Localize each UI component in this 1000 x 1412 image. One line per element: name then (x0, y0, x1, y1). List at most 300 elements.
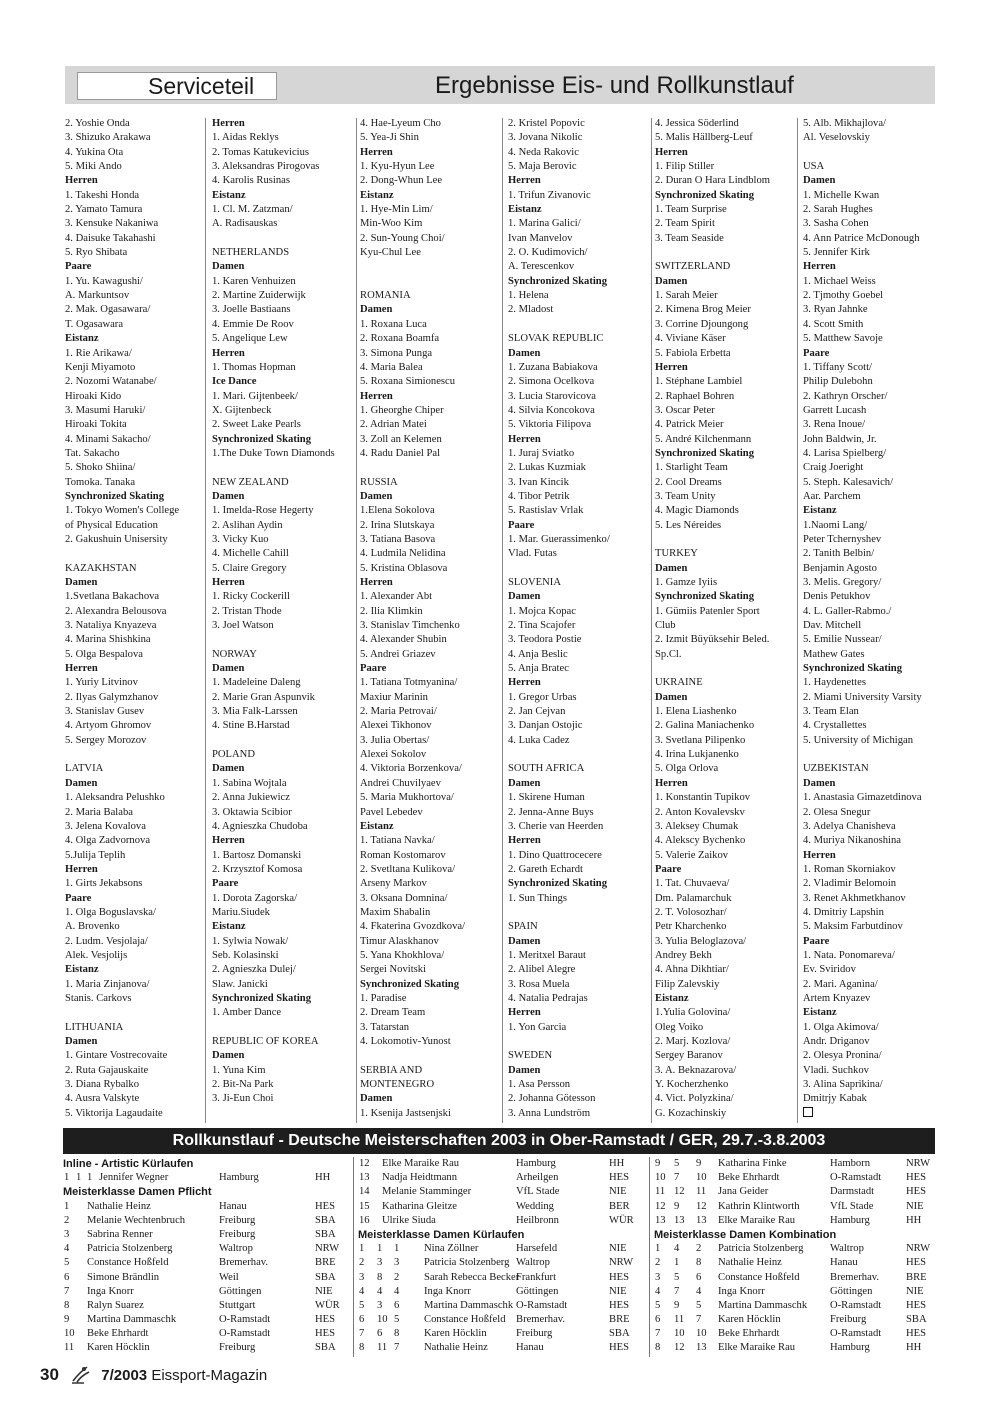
result-entry: 4. Stine B.Harstad (212, 720, 290, 732)
athlete-name: Constance Hoßfeld (424, 1314, 506, 1326)
result-row (654, 1299, 936, 1313)
result-entry: 1.Yulia Golovina/ (655, 1007, 731, 1019)
placement: 10 (696, 1328, 707, 1340)
country-heading: POLAND (212, 749, 255, 761)
result-entry: 4. Radu Daniel Pal (360, 447, 441, 459)
result-entry: 5. Alb. Mikhajlova/ (803, 118, 886, 129)
athlete-name: Elke Maraike Rau (382, 1158, 460, 1169)
result-entry: 3. Corrine Djoungong (655, 318, 749, 330)
club-name: Göttingen (516, 1285, 559, 1297)
result-entry: 1. Mojca Kopac (508, 605, 576, 617)
result-entry: 5. Olga Orlova (655, 763, 719, 775)
club-name: Hanau (830, 1257, 858, 1269)
results-column-1 (65, 117, 203, 1121)
country-heading: KAZAKHSTAN (65, 562, 137, 574)
category-heading: Herren (508, 1007, 541, 1019)
category-heading: Synchronized Skating (360, 978, 460, 990)
result-entry: 1. Tatiana Navka/ (360, 835, 435, 847)
athlete-name: Beke Ehrhardt (718, 1172, 780, 1184)
issue-number: 7/2003 (101, 1367, 148, 1384)
result-entry: 3. Team Elan (803, 706, 859, 718)
state-code: BRE (609, 1314, 630, 1326)
result-entry: 3. Renet Akhmetkhanov (803, 892, 906, 904)
country-heading: SERBIA AND (360, 1064, 423, 1076)
state-code: HH (315, 1172, 331, 1184)
result-row (654, 1327, 936, 1341)
result-entry: 1. Dino Quattrocecere (508, 849, 602, 861)
result-entry: 1. Sarah Meier (655, 290, 718, 302)
club-name: Hamborn (830, 1158, 871, 1169)
result-entry: 4. Alekscy Bychenko (655, 835, 746, 847)
placement: 6 (359, 1314, 365, 1326)
result-entry: Timur Alaskhanov (360, 935, 439, 947)
result-entry: 3. Shizuko Arakawa (65, 132, 151, 144)
placement: 3 (377, 1299, 383, 1311)
result-row (654, 1171, 936, 1185)
category-heading: Damen (508, 591, 541, 603)
result-entry: 4. Michelle Cahill (212, 548, 289, 560)
country-heading: USA (803, 161, 825, 173)
result-entry: 5. Yana Khokhlova/ (360, 949, 445, 961)
result-entry: Arseny Markov (360, 878, 427, 890)
athlete-name: Martina Dammaschk (718, 1299, 808, 1311)
result-entry: 4. Vict. Polyzkina/ (655, 1093, 734, 1105)
athlete-name: Jennifer Wegner (99, 1172, 169, 1184)
result-entry: 4. Jessica Söderlind (655, 118, 739, 129)
category-heading: Herren (508, 677, 541, 689)
result-entry: 2. Olesya Pronina/ (803, 1050, 882, 1062)
result-entry: 1.Elena Sokolova (360, 505, 435, 517)
result-entry: 2. Dream Team (360, 1007, 426, 1019)
result-entry: Sp.Cl. (655, 648, 682, 660)
result-entry: Dm. Palamarchuk (655, 892, 732, 904)
category-heading: Paare (65, 892, 92, 904)
result-entry: Y. Kocherzhenko (655, 1079, 729, 1091)
placement: 3 (377, 1257, 383, 1269)
placement: 7 (674, 1285, 680, 1297)
category-heading: Herren (803, 261, 836, 273)
result-entry: 4. Magic Diamonds (655, 505, 739, 517)
result-entry: 3. Yulia Beloglazova/ (655, 935, 747, 947)
placement: 6 (696, 1271, 702, 1283)
state-code: BRE (315, 1257, 336, 1269)
placement: 5 (696, 1299, 702, 1311)
category-heading: Paare (508, 519, 535, 531)
club-name: Waltrop (219, 1243, 253, 1255)
result-entry: 4. Irina Lukjanenko (655, 749, 739, 761)
blank-line (803, 146, 938, 160)
result-entry: 4. Viktoria Borzenkova/ (360, 763, 462, 775)
result-entry: Maxiur Marinin (360, 691, 428, 703)
result-entry: 3. Team Seaside (655, 232, 724, 244)
state-code: SBA (906, 1314, 927, 1326)
result-entry: 1. Nata. Ponomareva/ (803, 949, 895, 961)
result-entry: Peter Tchernyshev (803, 533, 882, 545)
page-title: Ergebnisse Eis- und Rollkunstlauf (435, 72, 794, 99)
result-entry: 5. Miki Ando (65, 161, 122, 173)
result-entry: 2. Martine Zuiderwijk (212, 290, 306, 302)
category-heading: Damen (360, 1093, 393, 1105)
result-entry: 2. O. Kudimovich/ (508, 247, 588, 259)
category-heading: Damen (655, 562, 688, 574)
result-row (63, 1299, 353, 1313)
result-entry: 5. Ryo Shibata (65, 247, 128, 259)
category-heading: Herren (212, 347, 245, 359)
result-entry: 2. Krzysztof Komosa (212, 863, 303, 875)
category-heading: Herren (508, 175, 541, 187)
club-name: Göttingen (830, 1285, 873, 1297)
state-code: HES (315, 1200, 336, 1212)
result-entry: 2. Marie Gran Aspunvik (212, 691, 315, 703)
result-entry: 1. Skirene Human (508, 792, 585, 804)
result-entry: Tomoka. Tanaka (65, 476, 136, 488)
athlete-name: Inga Knorr (424, 1285, 471, 1297)
result-entry: 2. Dong-Whun Lee (360, 175, 443, 187)
result-entry: 2. Galina Maniachenko (655, 720, 755, 732)
result-entry: A. Brovenko (65, 921, 120, 933)
placement: 4 (377, 1285, 383, 1297)
state-code: HES (906, 1328, 927, 1340)
result-entry: Alexei Tikhonov (360, 720, 432, 732)
category-heading: Paare (803, 935, 830, 947)
state-code: HES (906, 1186, 927, 1198)
result-entry: Alexei Sokolov (360, 749, 427, 761)
category-heading: Synchronized Skating (508, 275, 608, 287)
result-entry: 1. Rie Arikawa/ (65, 347, 132, 359)
club-name: O-Ramstadt (219, 1328, 271, 1340)
result-entry: 3. Lucia Starovicova (508, 390, 596, 402)
category-heading: Herren (360, 390, 393, 402)
result-entry: Min-Woo Kim (360, 218, 423, 230)
result-entry: 3. Oksana Domnina/ (360, 892, 448, 904)
result-entry: 3. Anna Lundström (508, 1107, 591, 1119)
result-entry: 1. Paradise (360, 992, 407, 1004)
category-heading: Herren (212, 118, 245, 129)
blank-line (508, 1035, 648, 1049)
result-entry: Maxim Shabalin (360, 906, 431, 918)
club-name: Waltrop (516, 1257, 550, 1269)
result-row (654, 1341, 936, 1355)
result-entry: 3. Danjan Ostojic (508, 720, 583, 732)
result-entry: 1. Sabina Wojtala (212, 777, 287, 789)
result-entry: 3. Aleksandras Pirogovas (212, 161, 320, 173)
result-entry: 2. Lukas Kuzmiak (508, 462, 586, 474)
result-entry: Hiroaki Kido (65, 390, 122, 402)
result-entry: 3. Cherie van Heerden (508, 820, 604, 832)
result-entry: 1. Gheorghe Chiper (360, 404, 444, 416)
result-entry: 1. Cl. M. Zatzman/ (212, 204, 293, 216)
blank-line (360, 275, 500, 289)
result-entry: 5. Emilie Nussear/ (803, 634, 882, 646)
result-entry: 2. Nozomi Watanabe/ (65, 376, 157, 388)
result-entry: 1. Tiffany Scott/ (803, 361, 872, 373)
club-name: Freiburg (830, 1314, 867, 1326)
placement: 10 (377, 1314, 388, 1326)
placement: 5 (394, 1314, 400, 1326)
result-entry: 5. Andrei Griazev (360, 648, 436, 660)
club-name: Bremerhav. (219, 1257, 269, 1269)
result-entry: 2. Alexandra Belousova (65, 605, 167, 617)
club-name: Hanau (219, 1200, 247, 1212)
result-entry: 3. Simona Punga (360, 347, 433, 359)
result-entry: 5. Viktoria Filipova (508, 419, 592, 431)
result-entry: 5. Kristina Oblasova (360, 562, 448, 574)
column-divider (502, 118, 503, 1123)
result-entry: 1. Dorota Zagorska/ (212, 892, 298, 904)
category-heading: Eistanz (655, 992, 689, 1004)
result-entry: A. Radisauskas (212, 218, 278, 230)
result-entry: 3. Jovana Nikolic (508, 132, 583, 144)
result-entry: 5. Sergey Morozov (65, 734, 147, 746)
athlete-name: Kathrin Klintworth (718, 1200, 800, 1212)
result-entry: 1. Tokyo Women's College (65, 505, 180, 517)
result-entry: 3. Teodora Postie (508, 634, 582, 646)
blank-line (508, 318, 648, 332)
category-heading: Herren (212, 577, 245, 588)
placement: 6 (394, 1299, 400, 1311)
result-entry: 4. Larisa Spielberg/ (803, 447, 887, 459)
result-entry: 2. Tanith Belbin/ (803, 548, 875, 560)
result-entry: 1. Ricky Cockerill (212, 591, 290, 603)
results-column-5 (655, 117, 795, 1121)
placement: 6 (655, 1314, 661, 1326)
category-heading: Paare (655, 863, 682, 875)
state-code: HES (609, 1271, 630, 1283)
result-entry: 3. Joel Watson (212, 620, 274, 632)
result-entry: 3. Oscar Peter (655, 404, 715, 416)
placement: 9 (674, 1200, 680, 1212)
blank-line (212, 734, 354, 748)
athlete-name: Martina Dammaschk (87, 1314, 177, 1326)
result-entry: 4. Maria Balea (360, 361, 423, 373)
section-label: Serviceteil (77, 72, 277, 100)
placement: 14 (359, 1186, 370, 1198)
result-entry: 1. Gregor Urbas (508, 691, 577, 703)
category-heading: Damen (65, 577, 98, 588)
result-entry: 1. Anastasia Gimazetdinova (803, 792, 922, 804)
result-entry: 3. Nataliya Knyazeva (65, 620, 157, 632)
result-entry: 5. University of Michigan (803, 734, 914, 746)
placement: 2 (696, 1243, 702, 1255)
result-entry: Dav. Mitchell (803, 620, 862, 632)
result-entry: 1. Thomas Hopman (212, 361, 296, 373)
category-heading: Damen (212, 763, 245, 775)
result-entry: Slaw. Janicki (212, 978, 268, 990)
athlete-name: Inga Knorr (87, 1285, 134, 1297)
category-heading: Herren (655, 361, 688, 373)
result-entry: 1. Mar. Guerassimenko/ (508, 533, 610, 545)
placement: 7 (655, 1328, 661, 1340)
blank-line (803, 748, 938, 762)
result-entry: 1. Sylwia Nowak/ (212, 935, 289, 947)
club-name: Stuttgart (219, 1299, 256, 1311)
skater-logo-icon (69, 1364, 91, 1384)
athlete-name: Inga Knorr (718, 1285, 765, 1297)
state-code: NIE (609, 1285, 627, 1297)
result-entry: 4. Alexander Shubin (360, 634, 447, 646)
result-entry: 5. Matthew Savoje (803, 333, 883, 345)
state-code: SBA (315, 1214, 336, 1226)
placement: 1 (76, 1172, 82, 1184)
result-entry: Vlad. Futas (508, 548, 557, 560)
placement: 12 (655, 1200, 666, 1212)
result-entry: 2. Marj. Kozlova/ (655, 1036, 731, 1047)
placement: 1 (655, 1243, 661, 1255)
result-entry: 2. Irina Slutskaya (360, 519, 435, 531)
country-heading: ROMANIA (360, 290, 411, 302)
state-code: HES (609, 1299, 630, 1311)
result-entry: 1. Aidas Reklys (212, 132, 279, 144)
column-divider (353, 1157, 354, 1357)
result-entry: 4. Tibor Petrik (508, 490, 570, 502)
result-entry: 1. Yuna Kim (212, 1064, 266, 1076)
result-entry: 3. Sasha Cohen (803, 218, 869, 230)
result-entry: 1. Filip Stiller (655, 161, 715, 173)
placement: 9 (64, 1314, 70, 1326)
country-heading: TURKEY (655, 548, 698, 560)
roller-results-column-2 (358, 1157, 648, 1356)
placement: 10 (655, 1172, 666, 1184)
result-row (358, 1313, 648, 1327)
result-entry: 1. Helena (508, 290, 549, 302)
result-entry: Seb. Kolasinski (212, 949, 279, 961)
blank-line (212, 1021, 354, 1035)
result-entry: 3. Ji-Eun Choi (212, 1093, 274, 1105)
result-entry: 2. Alibel Alegre (508, 964, 576, 976)
state-code: SBA (315, 1271, 336, 1283)
result-entry: Oleg Voiko (655, 1021, 704, 1033)
state-code: SBA (315, 1228, 336, 1240)
placement: 12 (674, 1186, 685, 1198)
result-entry: 4. Viviane Käser (655, 333, 726, 345)
result-entry: Sergey Baranov (655, 1050, 723, 1062)
athlete-name: Elke Maraike Rau (718, 1342, 796, 1354)
result-entry: 2. Maria Petrovai/ (360, 706, 437, 718)
blank-line (360, 1049, 500, 1063)
category-heading: Synchronized Skating (655, 189, 755, 201)
state-code: HH (906, 1342, 922, 1354)
result-entry: 4. Ahna Dikhtiar/ (655, 964, 729, 976)
placement: 11 (696, 1186, 707, 1198)
result-row (63, 1228, 353, 1242)
athlete-name: Karen Höcklin (87, 1342, 150, 1354)
result-entry: 1. Michelle Kwan (803, 189, 880, 201)
country-heading: SLOVENIA (508, 577, 561, 588)
placement: 11 (377, 1342, 388, 1354)
result-row (358, 1285, 648, 1299)
result-entry: 2. Vladimir Belomoin (803, 878, 897, 890)
state-code: NRW (906, 1158, 931, 1169)
result-entry: 5. Viktorija Lagaudaite (65, 1107, 163, 1119)
country-heading: UZBEKISTAN (803, 763, 869, 775)
placement: 13 (359, 1172, 370, 1184)
result-entry: 4. Hae-Lyeum Cho (360, 118, 441, 129)
category-heading: Damen (360, 490, 393, 502)
club-name: Freiburg (219, 1228, 256, 1240)
athlete-name: Patricia Stolzenberg (87, 1243, 173, 1255)
placement: 8 (394, 1328, 400, 1340)
result-entry: 5. Maja Berovic (508, 161, 577, 173)
result-entry: 3. Stanislav Timchenko (360, 620, 460, 632)
athlete-name: Jana Geider (718, 1186, 769, 1198)
placement: 8 (359, 1342, 365, 1354)
country-heading: SOUTH AFRICA (508, 763, 585, 775)
result-entry: 1. Ksenija Jastsenjski (360, 1107, 451, 1119)
category-heading: Damen (65, 1036, 98, 1047)
result-entry: 3. Mia Falk-Larssen (212, 706, 298, 718)
result-row (358, 1256, 648, 1270)
placement: 10 (696, 1172, 707, 1184)
result-entry: Aar. Parchem (803, 490, 861, 502)
category-heading: Ice Dance (212, 376, 257, 388)
club-name: Bremerhav. (830, 1271, 880, 1283)
category-heading: Paare (212, 878, 239, 890)
result-entry: 4. Anja Beslic (508, 648, 568, 660)
placement: 5 (64, 1257, 70, 1269)
result-entry: 2. Ilyas Galymzhanov (65, 691, 159, 703)
result-entry: 1. Amber Dance (212, 1007, 282, 1019)
placement: 3 (359, 1271, 365, 1283)
result-entry: 3. Melis. Gregory/ (803, 577, 882, 588)
result-entry: 4. Fkaterina Gvozdkova/ (360, 921, 466, 933)
result-entry: 1. Marina Galici/ (508, 218, 581, 230)
club-name: Hanau (516, 1342, 544, 1354)
category-heading: Damen (803, 175, 836, 187)
result-entry: 1. Alexander Abt (360, 591, 433, 603)
category-heading: Paare (360, 663, 387, 675)
result-entry: 4. Scott Smith (803, 318, 864, 330)
section-banner: Rollkunstlauf - Deutsche Meisterschaften 2003 in Ober-Ramstadt / GER, 29.7.-3.8.2003 (63, 1128, 935, 1154)
result-entry: Sergei Novitski (360, 964, 427, 976)
result-entry: Alek. Vesjolijs (65, 949, 128, 961)
placement: 3 (64, 1228, 70, 1240)
placement: 6 (64, 1271, 70, 1283)
state-code: HES (315, 1314, 336, 1326)
result-entry: 1. Imelda-Rose Hegerty (212, 505, 314, 517)
result-entry: Roman Kostomarov (360, 849, 446, 861)
athlete-name: Constance Hoßfeld (718, 1271, 800, 1283)
result-entry: 4. Patrick Meier (655, 419, 724, 431)
result-entry: 1. Tat. Chuvaeva/ (655, 878, 730, 890)
result-entry: 1. Bartosz Domanski (212, 849, 302, 861)
state-code: NIE (315, 1285, 333, 1297)
result-entry: 3. Zoll an Kelemen (360, 433, 442, 445)
club-name: Arheilgen (516, 1172, 559, 1184)
result-entry: 4. Lokomotiv-Yunost (360, 1036, 451, 1047)
placement: 4 (359, 1285, 365, 1297)
athlete-name: Nadja Heidtmann (382, 1172, 458, 1184)
result-entry: Tat. Sakacho (65, 447, 120, 459)
result-entry: 2. Kristel Popovic (508, 118, 585, 129)
placement: 3 (394, 1257, 400, 1269)
category-heading: Eistanz (212, 189, 246, 201)
result-entry: 1. Girts Jekabsons (65, 878, 143, 890)
result-row (654, 1256, 936, 1270)
result-row (63, 1285, 353, 1299)
category-heading: Synchronized Skating (803, 663, 903, 675)
result-entry: 5. Angelique Lew (212, 333, 288, 345)
result-entry: 2. Agnieszka Dulej/ (212, 964, 296, 976)
category-heading: Meisterklasse Damen Pflicht (63, 1186, 212, 1199)
result-entry: 4. Crystallettes (803, 720, 867, 732)
result-entry: Ev. Sviridov (803, 964, 856, 976)
result-row (358, 1341, 648, 1355)
result-entry: Andr. Driganov (803, 1036, 870, 1047)
result-row (654, 1200, 936, 1214)
result-entry: 1.The Duke Town Diamonds (212, 447, 335, 459)
placement: 12 (359, 1158, 370, 1169)
country-heading: RUSSIA (360, 476, 398, 488)
